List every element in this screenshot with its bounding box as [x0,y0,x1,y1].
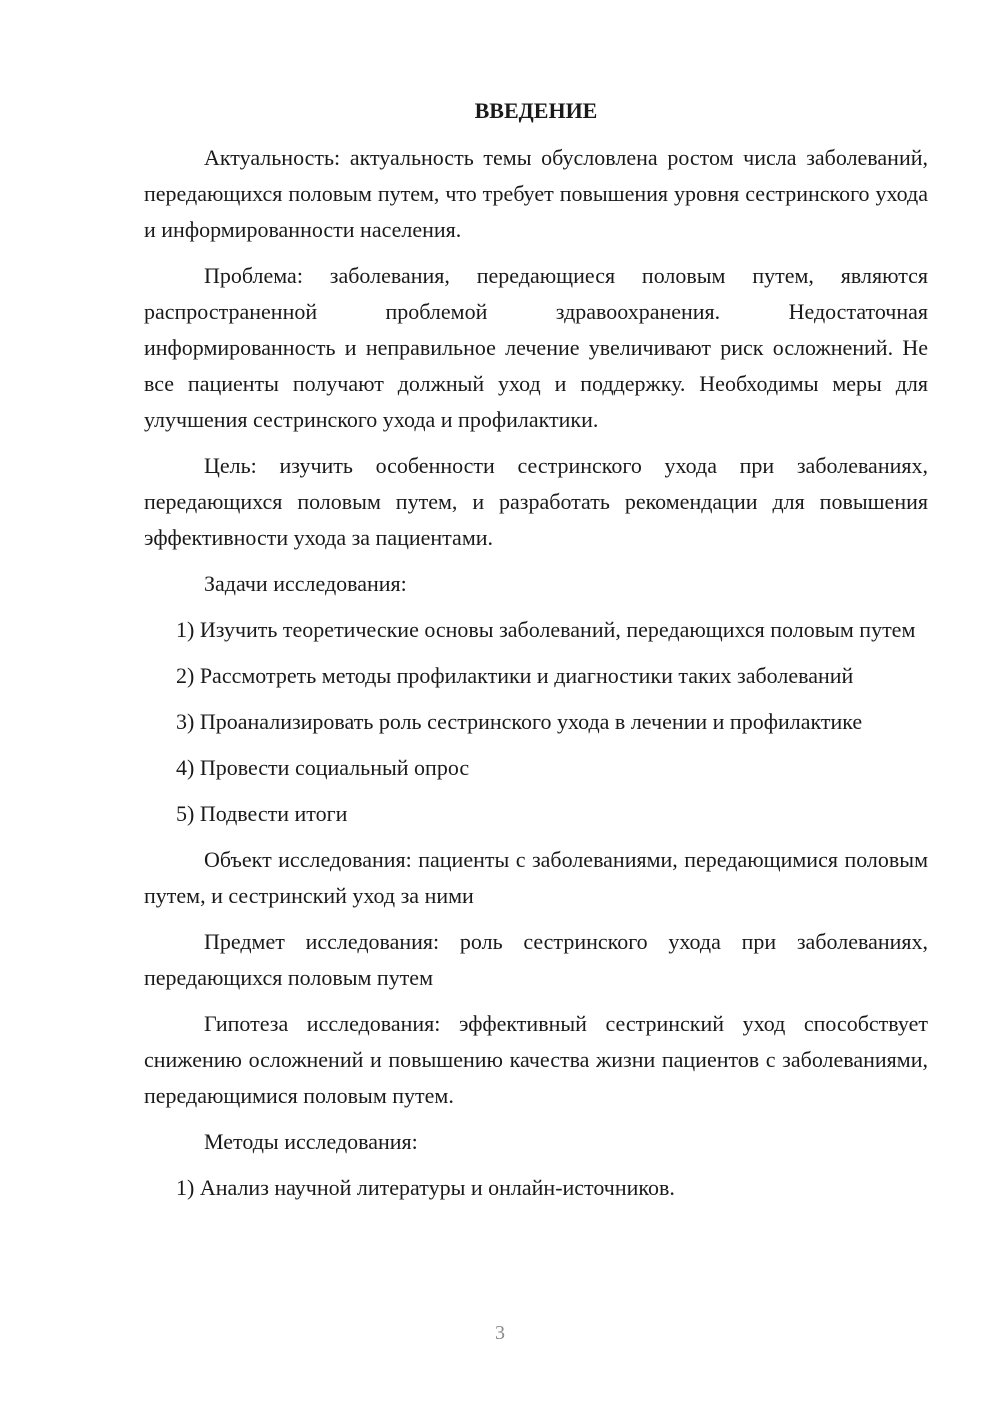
methods-list [144,1170,928,1206]
task-item-2: 2) Рассмотреть методы профилактики и диагностики таких заболеваний [176,663,854,688]
hypothesis-paragraph: Гипотеза исследования: эффективный сестринский уход способствует снижению осложнений и повышению качества жизни пациентов с заболеваниями, передающимися половым путем. [144,1011,928,1108]
subject-paragraph: Предмет исследования: роль сестринского ухода при заболеваниях, передающихся половым путем [144,929,928,990]
section-title: ВВЕДЕНИЕ [474,98,598,123]
document-page [144,94,928,1216]
relevance-paragraph: Актуальность: актуальность темы обусловлена ростом числа заболеваний, передающихся половым путем, что требует повышения уровня сестринского ухода и информированности населения. [144,145,928,242]
object-paragraph: Объект исследования: пациенты с заболеваниями, передающимися половым путем, и сестринский уход за ними [144,847,928,908]
method-item-1: 1) Анализ научной литературы и онлайн-источников. [176,1175,675,1200]
task-item-4: 4) Провести социальный опрос [176,755,470,780]
goal-paragraph: Цель: изучить особенности сестринского ухода при заболеваниях, передающихся половым путем, и разработать рекомендации для повышения эффективности ухода за пациентами. [144,453,928,550]
tasks-list [144,612,928,832]
methods-heading: Методы исследования: [204,1129,418,1154]
page-number: 3 [495,1322,505,1344]
task-item-1: 1) Изучить теоретические основы заболеваний, передающихся половым путем [176,617,916,642]
task-item-3: 3) Проанализировать роль сестринского ухода в лечении и профилактике [176,709,863,734]
problem-paragraph: Проблема: заболевания, передающиеся половым путем, являются распространенной проблемой здравоохранения. Недостаточная информированность и неправильное лечение увеличивают риск осложнений. Не все пациенты получают должный уход и поддержку. Необходимы меры для улучшения сестринского ухода и профилактики. [144,263,928,432]
tasks-heading: Задачи исследования: [204,571,407,596]
task-item-5: 5) Подвести итоги [176,801,348,826]
